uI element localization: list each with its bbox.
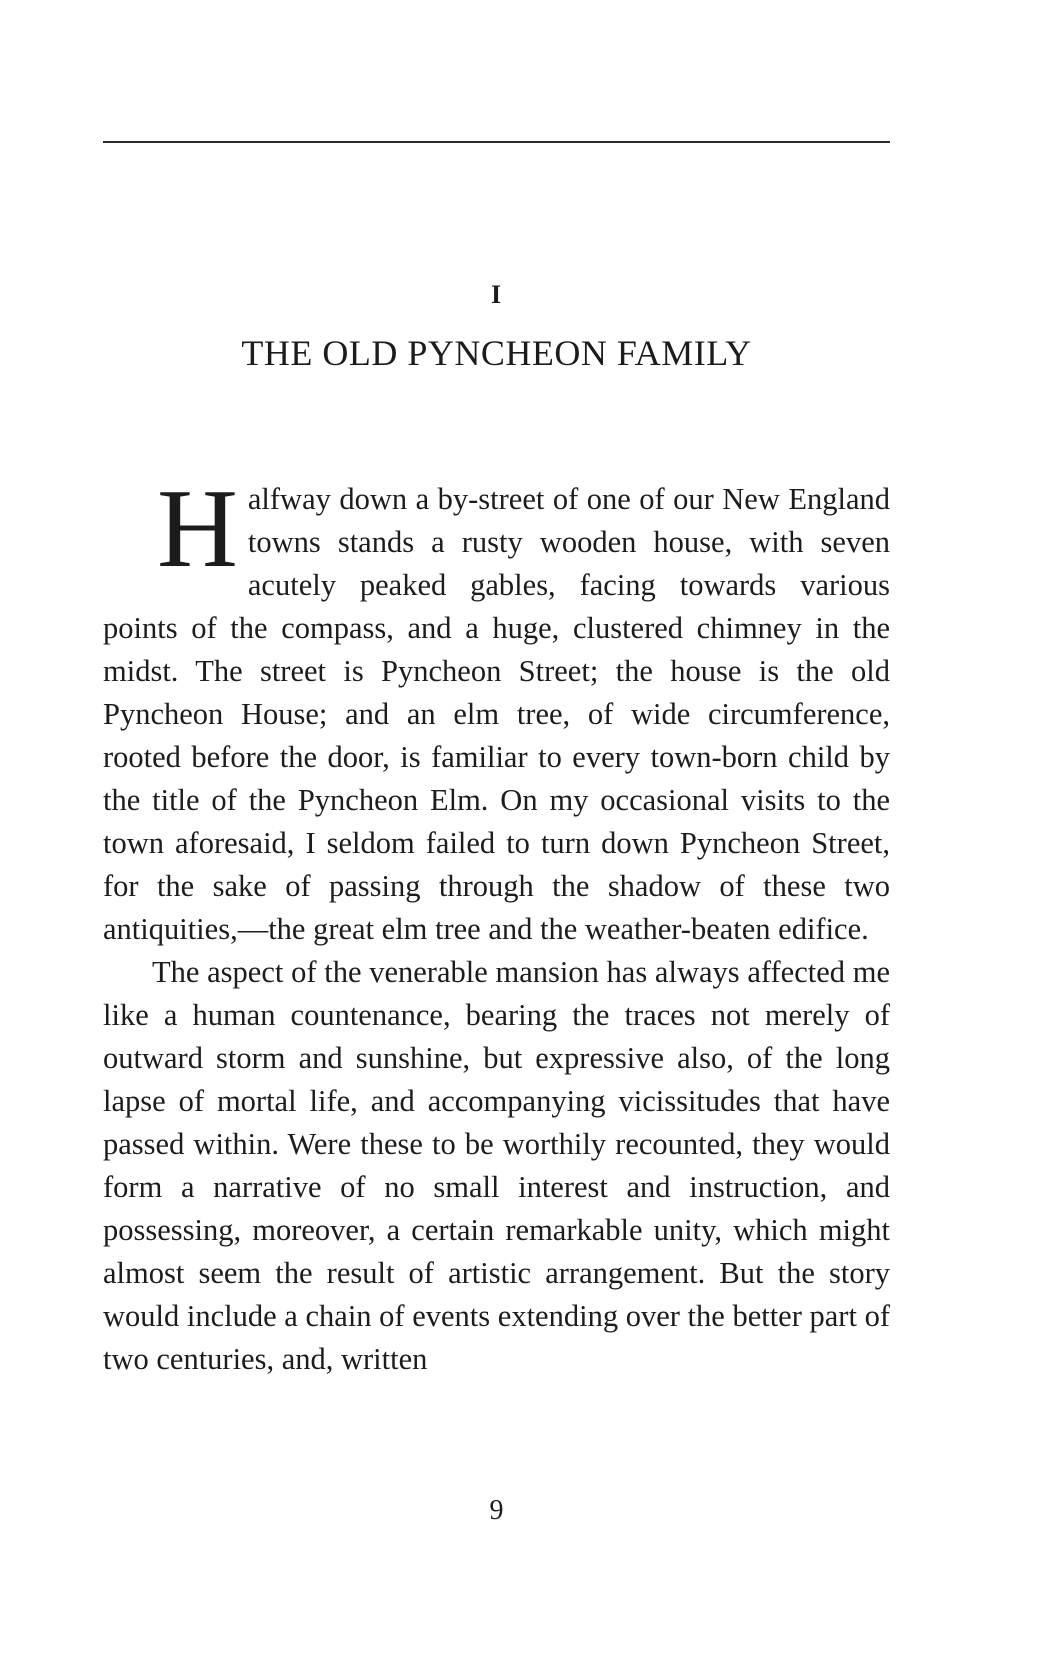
paragraph-2: The aspect of the venerable mansion has always affected me like a human countenance, bearing the traces not merely of outward storm and sunshine, but expressive also, of the long lapse of mortal life, and accompanying vicissitudes that have passed within. Were these to be worthily recounted, they would form a narrative of no small interest and instruction, and possessing, moreover, a certain remarkable unity, which might almost seem the result of artistic arrangement. But the story would include a chain of events extending over the better part of two centuries, and, written (103, 955, 890, 1376)
chapter-number: I (490, 280, 503, 309)
page-number: 9 (489, 1495, 504, 1526)
chapter-body (103, 467, 890, 1381)
drop-cap: H (157, 467, 238, 591)
paragraph-1 (103, 467, 890, 951)
chapter-title: THE OLD PYNCHEON FAMILY (241, 333, 752, 373)
paragraph-1-text: alfway down a by-street of one of our New England towns stands a rusty wooden house, with seven acutely peaked gables, facing towards various points of the compass, and a huge, clustered chimney in the midst. The street is Pyncheon Street; the house is the old Pyncheon House; and an elm tree, of wide circumference, rooted before the door, is familiar to every town-born child by the title of the Pyncheon Elm. On my occasional visits to the town aforesaid, I seldom failed to turn down Pyncheon Street, for the sake of passing through the shadow of these two antiquities,—the great elm tree and the weather-beaten edifice. (103, 482, 890, 946)
top-rule (103, 141, 890, 143)
